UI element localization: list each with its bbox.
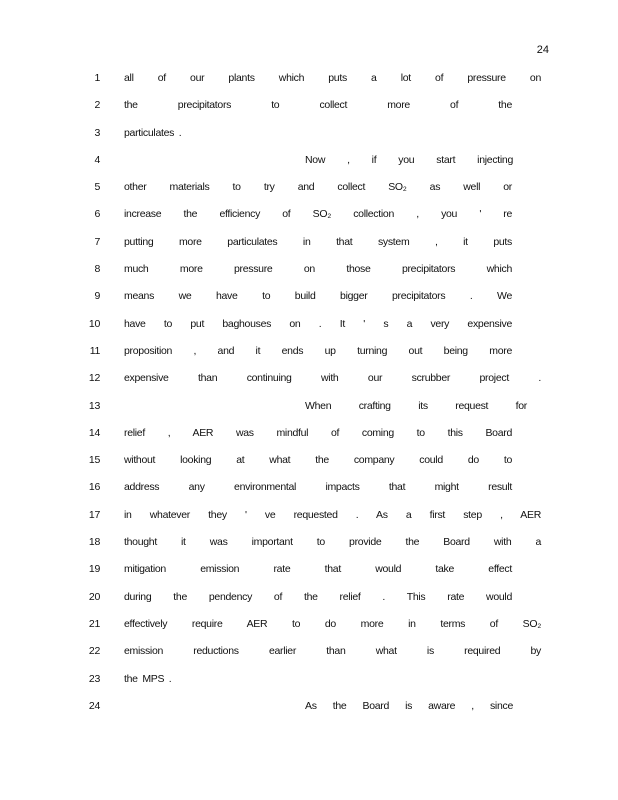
line-number: 2: [94, 99, 100, 112]
transcript-line: [0, 638, 618, 665]
transcript-line: [0, 120, 618, 147]
line-number: 17: [88, 508, 100, 521]
transcript-line: [0, 201, 618, 228]
line-number: 19: [88, 563, 100, 576]
transcript-line: [0, 393, 618, 420]
transcript-line: [0, 147, 618, 174]
transcript-line: [0, 529, 618, 556]
line-text: the MPS .: [124, 672, 172, 685]
transcript-line: [0, 502, 618, 529]
line-text: means we have to build bigger precipitators . We: [124, 290, 512, 303]
line-text: without looking at what the company could do to: [124, 454, 512, 467]
line-number: 8: [94, 263, 100, 276]
transcript-line: [0, 229, 618, 256]
line-number: 18: [88, 536, 100, 549]
line-text: other materials to try and collect SO₂ as well or: [124, 181, 512, 194]
line-number: 16: [88, 481, 100, 494]
transcript-line: [0, 311, 618, 338]
line-number: 12: [88, 372, 100, 385]
transcript-line: [0, 256, 618, 283]
line-text: during the pendency of the relief . This rate would: [124, 590, 512, 603]
page-number: 24: [536, 44, 549, 56]
line-text: much more pressure on those precipitators which: [124, 263, 512, 276]
transcript-line: [0, 611, 618, 638]
transcript-line: [0, 283, 618, 310]
transcript-line: [0, 174, 618, 201]
line-text: effectively require AER to do more in terms of SO₂: [124, 617, 541, 630]
transcript-line: [0, 447, 618, 474]
line-number: 10: [88, 317, 100, 330]
transcript-line: [0, 65, 618, 92]
line-number: 23: [88, 672, 100, 685]
line-text: in whatever they ' ve requested . As a first step , AER: [124, 508, 541, 521]
line-text: increase the efficiency of SO₂ collection , you ' re: [124, 208, 512, 221]
transcript-line: [0, 92, 618, 119]
line-number: 1: [94, 72, 100, 84]
line-text: When crafting its request for: [305, 399, 527, 412]
line-text: relief , AER was mindful of coming to this Board: [124, 426, 512, 439]
line-text: Now , if you start injecting: [305, 153, 513, 166]
line-text: all of our plants which puts a lot of pressure on: [124, 72, 541, 84]
transcript-line: [0, 474, 618, 501]
line-text: putting more particulates in that system , it puts: [124, 235, 512, 248]
line-text: As the Board is aware , since: [305, 699, 513, 712]
transcript-line: [0, 556, 618, 583]
line-text: the precipitators to collect more of the: [124, 99, 512, 112]
transcript-line: [0, 420, 618, 447]
line-text: proposition , and it ends up turning out being more: [124, 344, 512, 357]
line-number: 14: [88, 426, 100, 439]
transcript-line: [0, 338, 618, 365]
line-text: address any environmental impacts that might result: [124, 481, 512, 494]
line-number: 4: [94, 153, 100, 166]
transcript-line: [0, 666, 618, 693]
line-number: 21: [88, 617, 100, 630]
line-number: 13: [88, 399, 100, 412]
line-number: 6: [94, 208, 100, 221]
line-text: expensive than continuing with our scrubber project .: [124, 372, 541, 385]
line-number: 20: [88, 590, 100, 603]
line-number: 22: [88, 645, 100, 658]
line-number: 24: [88, 699, 100, 712]
line-text: emission reductions earlier than what is required by: [124, 645, 541, 658]
line-number: 11: [89, 344, 100, 357]
line-text: mitigation emission rate that would take effect: [124, 563, 512, 576]
transcript-line: [0, 693, 618, 720]
transcript-line: [0, 584, 618, 611]
transcript-body: [0, 65, 618, 720]
transcript-line: [0, 365, 618, 392]
line-number: 15: [88, 454, 100, 467]
line-text: thought it was important to provide the Board with a: [124, 536, 541, 549]
line-number: 7: [94, 235, 100, 248]
line-text: particulates .: [124, 126, 182, 139]
line-number: 9: [94, 290, 100, 303]
line-text: have to put baghouses on . It ' s a very expensive: [124, 317, 512, 330]
line-number: 3: [94, 126, 100, 139]
line-number: 5: [94, 181, 100, 194]
